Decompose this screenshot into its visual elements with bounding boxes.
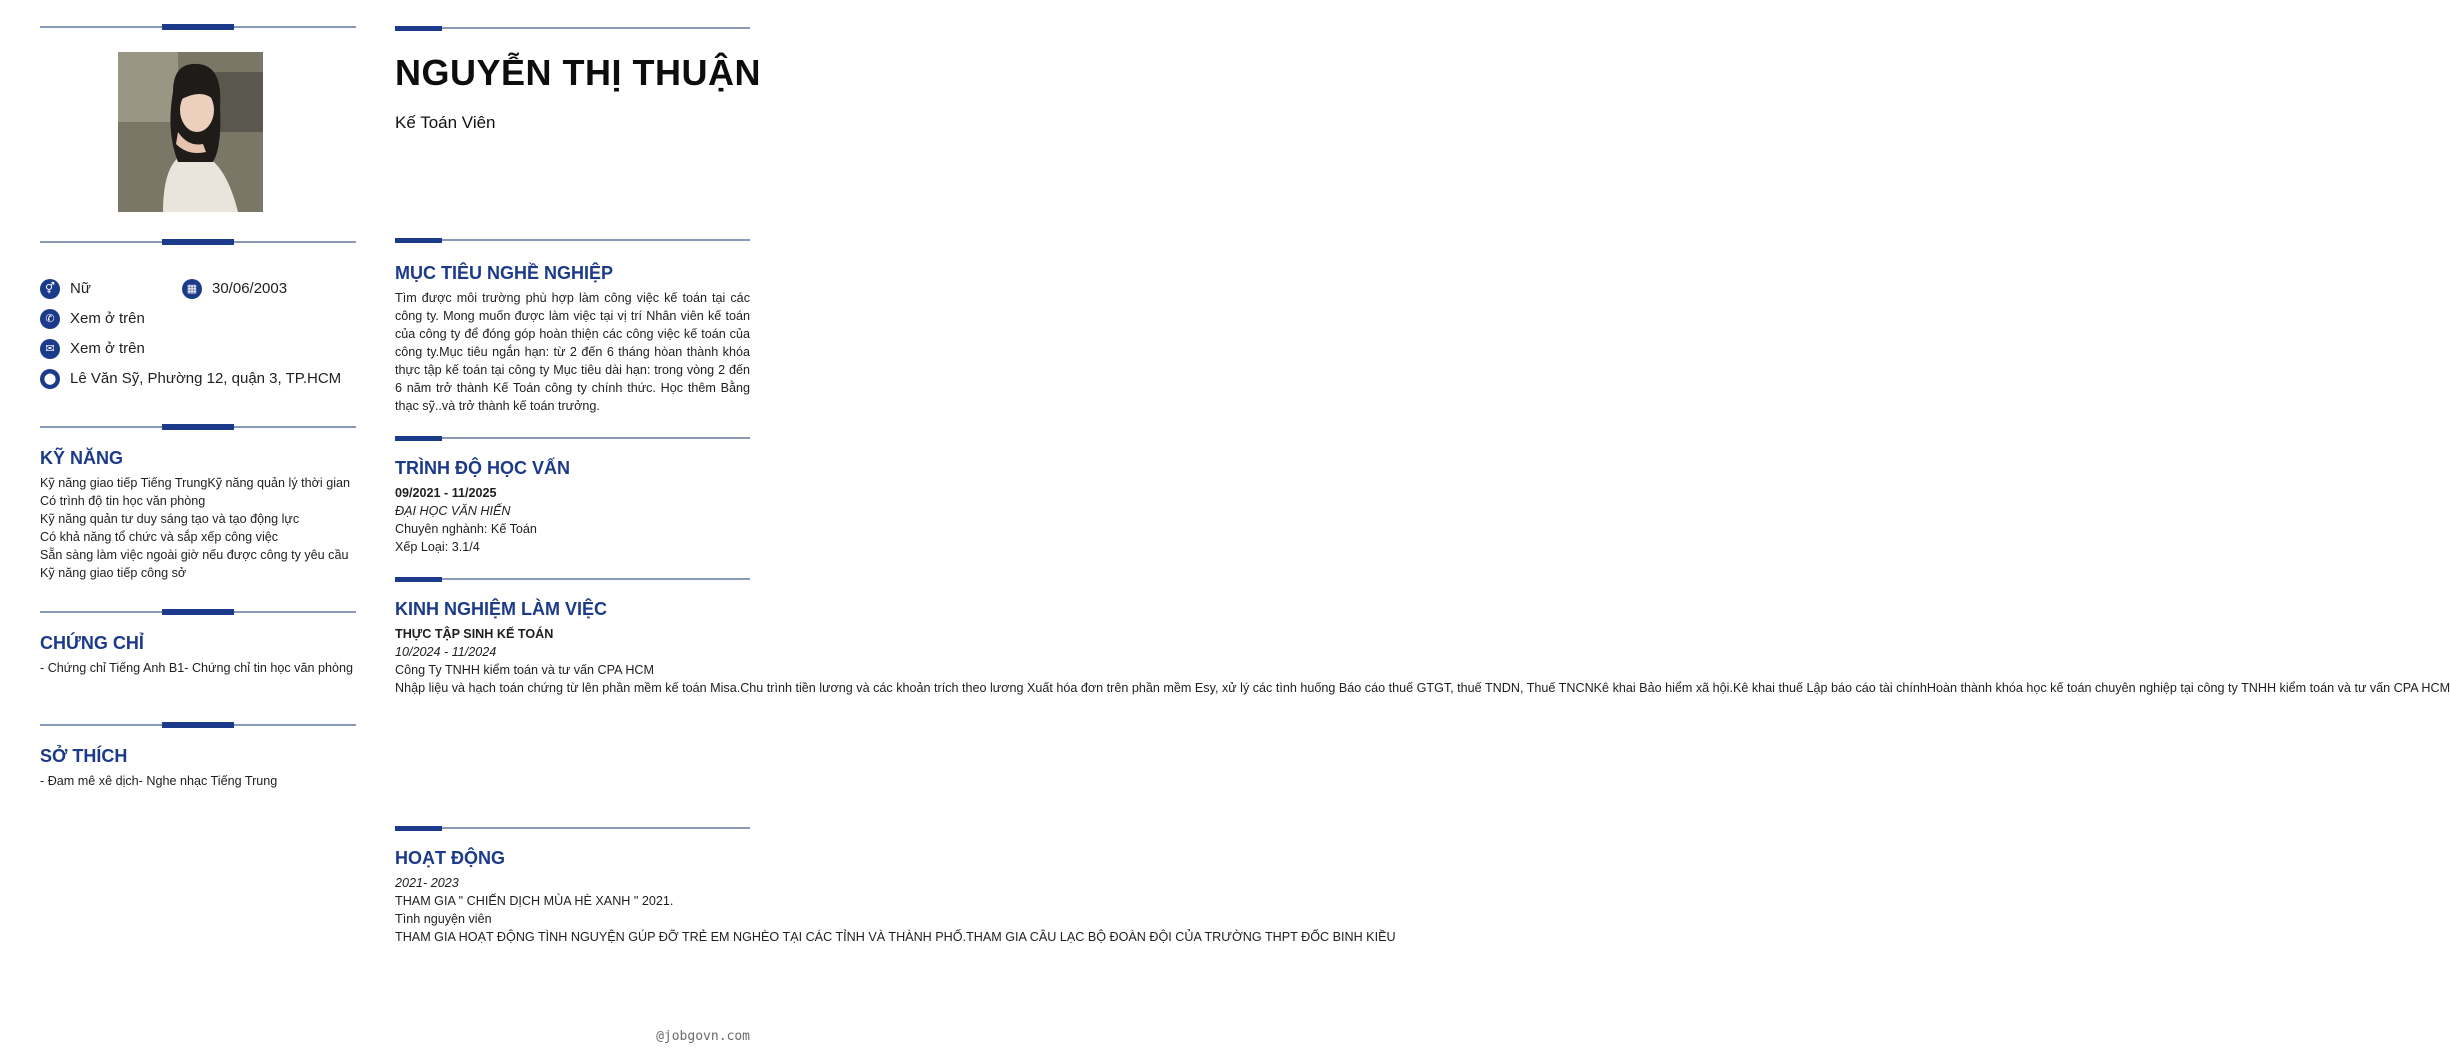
divider-skills [40,424,356,430]
divider-info [40,239,356,245]
skill-item: Kỹ năng giao tiếp Tiếng TrungKỹ năng quản lý thời gian [40,476,351,490]
activities-line3: THAM GIA HOẠT ĐỘNG TÌNH NGUYỆN GÚP ĐỠ TRẺ EM NGHÈO TẠI CÁC TỈNH VÀ THÀNH PHỐ.THAM GIA CÂU LẠC BỘ ĐOÀN ĐỘI CỦA TRƯỜNG THPT ĐỐC BINH KIỀU [395,930,1396,944]
experience-description: Nhập liệu và hạch toán chứng từ lên phần mềm kế toán Misa.Chu trình tiền lương và các khoản trích theo lương Xuất hóa đơn trên phần mềm Esy, xử lý các tình huống Báo cáo thuế GTGT, thuế TNDN, Thuế TNCNKê khai Bảo hiểm xã hội.Kê khai thuế Lập báo cáo tài chínhHoàn thành khóa học kế toán chuyên nghiệp tại công ty TNHH kiểm toán và tư vấn CPA HCM [395,681,2450,695]
divider-certificates [40,609,356,615]
objective-title: MỤC TIÊU NGHỀ NGHIỆP [395,263,614,283]
candidate-name: NGUYỄN THỊ THUẬN [395,52,761,93]
phone-icon: ✆ [40,309,60,329]
certificates-title: CHỨNG CHỈ [40,633,144,653]
avatar [118,52,263,212]
divider-hobbies [40,722,356,728]
gender-value: Nữ [70,280,91,297]
activities-line1: THAM GIA " CHIẾN DỊCH MÙA HÈ XANH " 2021. [395,894,674,908]
education-grade: Xếp Loại: 3.1/4 [395,540,480,554]
divider-top-left [40,24,356,30]
divider-top-right [395,26,750,31]
gender-icon: ⚥ [40,279,60,299]
experience-block [395,625,2450,697]
skill-item: Có trình độ tin học văn phòng [40,494,206,508]
education-major: Chuyên nghành: Kế Toán [395,522,537,536]
skill-item: Sẵn sàng làm việc ngoài giờ nếu được công ty yêu cầu [40,548,349,562]
avatar-illustration [118,52,263,212]
experience-title: KINH NGHIỆM LÀM VIỆC [395,599,608,619]
divider-experience [395,577,750,582]
footer-brand: @jobgovn.com [656,1029,750,1044]
certificates-text: - Chứng chỉ Tiếng Anh B1- Chứng chỉ tin học văn phòng [40,661,354,675]
activities-title: HOẠT ĐỘNG [395,848,505,868]
birthday-value: 30/06/2003 [212,280,288,297]
education-title: TRÌNH ĐỘ HỌC VẤN [395,458,570,478]
experience-position: THỰC TẬP SINH KẾ TOÁN [395,627,554,641]
address-value: Lê Văn Sỹ, Phường 12, quận 3, TP.HCM [70,370,342,387]
skills-title: KỸ NĂNG [40,448,124,468]
hobbies-text: - Đam mê xê dịch- Nghe nhạc Tiếng Trung [40,774,278,788]
email-value: Xem ở trên [70,340,145,357]
hobbies-title: SỞ THÍCH [40,746,128,766]
divider-activities [395,826,750,831]
calendar-icon: ▦ [182,279,202,299]
activities-period: 2021- 2023 [395,876,459,890]
skill-item: Kỹ năng giao tiếp công sở [40,566,187,580]
education-school: ĐẠI HỌC VĂN HIẾN [395,504,511,518]
email-icon: ✉ [40,339,60,359]
skills-list [40,474,356,582]
job-title: Kế Toán Viên [395,113,496,132]
skill-item: Kỹ năng quản tư duy sáng tạo và tạo động lực [40,512,300,526]
education-block [395,484,750,556]
skill-item: Có khả năng tổ chức và sắp xếp công việc [40,530,279,544]
experience-company: Công Ty TNHH kiểm toán và tư vấn CPA HCM [395,663,654,677]
experience-period: 10/2024 - 11/2024 [395,645,497,659]
activities-block [395,874,1396,946]
divider-objective [395,238,750,243]
objective-text: Tìm được môi trường phù hợp làm công việc kế toán tại các công ty. Mong muốn được làm việc tại vị trí Nhân viên kế toán của công ty để đóng góp hoàn thiện các công việc kế toán của công ty.Mục tiêu ngắn hạn: từ 2 đến 6 tháng hòan thành khóa thực tập kế toán tại công ty Mục tiêu dài hạn: trong vòng 2 đến 6 năm trở thành Kế Toán công ty chính thức. Học thêm Bằng thạc sỹ..và trở thành kế toán trưởng. [395,291,750,413]
divider-education [395,436,750,441]
phone-value: Xem ở trên [70,310,145,327]
education-period: 09/2021 - 11/2025 [395,486,497,500]
location-icon: ⬤ [40,369,60,389]
activities-line2: Tình nguyện viên [395,912,492,926]
